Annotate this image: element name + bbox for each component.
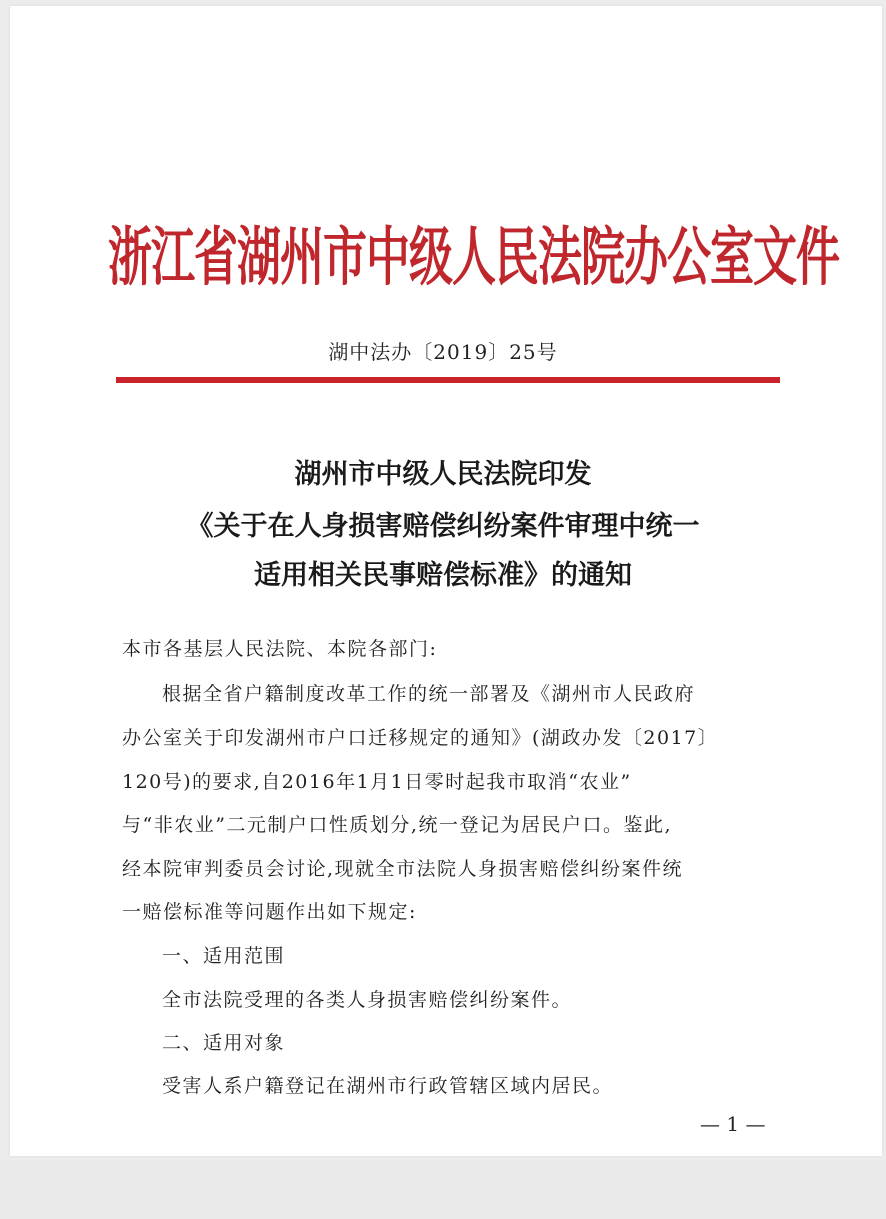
title-line-2: 《关于在人身损害赔偿纠纷案件审理中统一 xyxy=(186,511,700,542)
title-line-1: 湖州市中级人民法院印发 xyxy=(294,459,592,490)
body-line: 120号)的要求,自2016年1月1日零时起我市取消“农业” xyxy=(122,771,632,793)
title-line-3: 适用相关民事赔偿标准》的通知 xyxy=(254,560,632,591)
salutation: 本市各基层人民法院、本院各部门: xyxy=(122,638,438,660)
page-number: — 1 — xyxy=(700,1112,766,1136)
body-line: 经本院审判委员会讨论,现就全市法院人身损害赔偿纠纷案件统 xyxy=(122,858,684,880)
body-line: 受害人系户籍登记在湖州市行政管辖区域内居民。 xyxy=(162,1075,614,1097)
document-number: 湖中法办〔2019〕25号 xyxy=(328,340,558,364)
document-masthead: 浙江省湖州市中级人民法院办公室文件 xyxy=(108,220,839,295)
body-line: 全市法院受理的各类人身损害赔偿纠纷案件。 xyxy=(162,989,573,1011)
body-line: 办公室关于印发湖州市户口迁移规定的通知》(湖政办发〔2017〕 xyxy=(122,727,719,749)
body-line: 一赔偿标准等问题作出如下规定: xyxy=(122,901,417,923)
section-heading-subjects: 二、适用对象 xyxy=(162,1032,286,1054)
section-heading-scope: 一、适用范围 xyxy=(162,945,286,967)
background-strip xyxy=(0,1160,886,1219)
body-line: 与“非农业”二元制户口性质划分,统一登记为居民户口。鉴此, xyxy=(122,814,673,836)
body-line: 根据全省户籍制度改革工作的统一部署及《湖州市人民政府 xyxy=(162,683,696,705)
red-divider-line xyxy=(116,377,780,383)
